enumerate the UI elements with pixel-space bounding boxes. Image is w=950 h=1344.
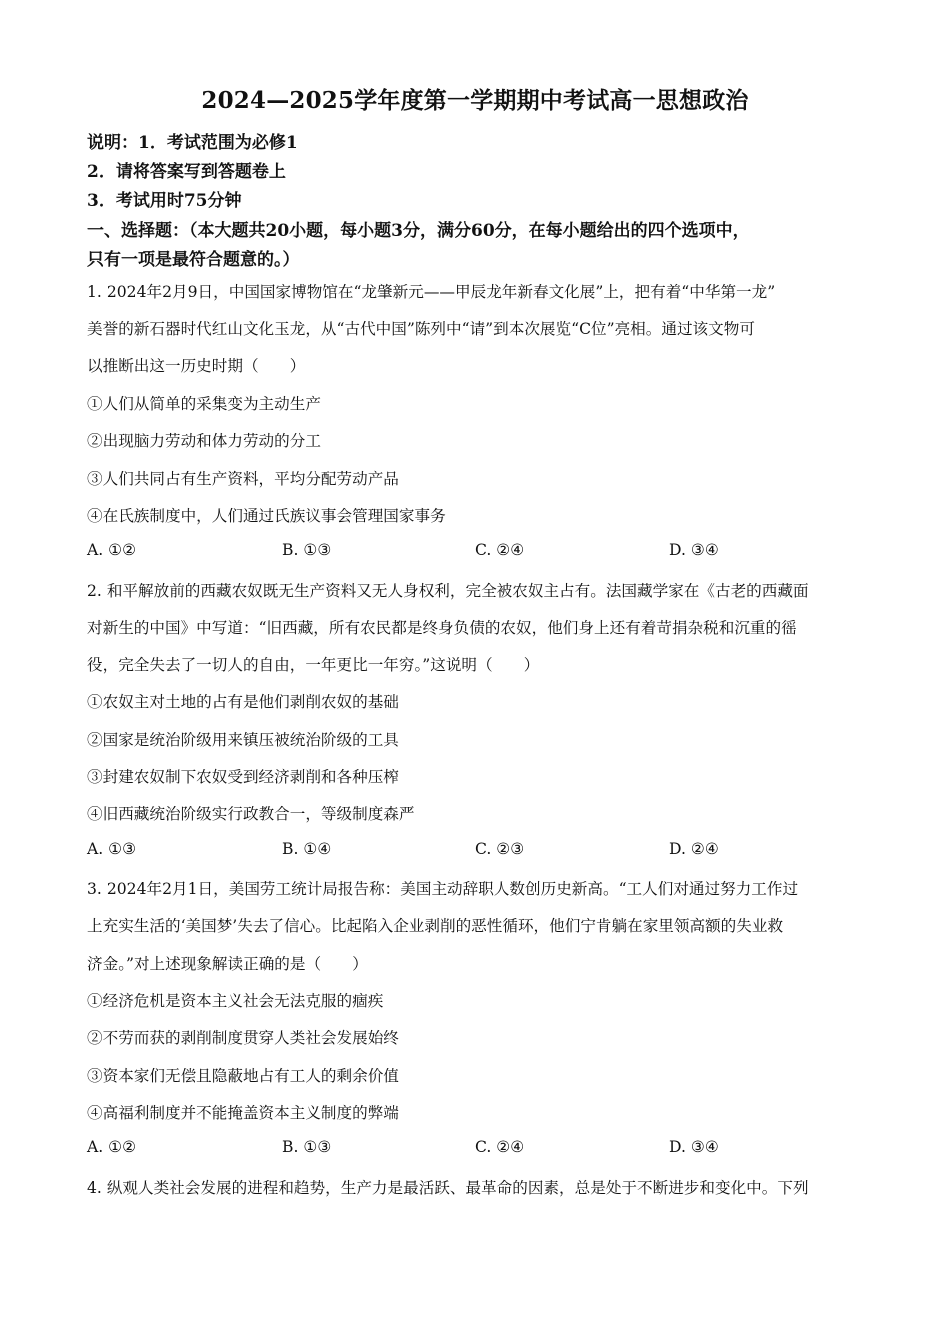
question-2-option-c: C. ②③ [475,840,525,858]
section-heading-line-2: 只有一项是最符合题意的。） [87,250,300,270]
question-1-option-b: B. ①③ [282,541,332,559]
question-3-stem-line-3: 济金。”对上述现象解读正确的是（ ） [87,955,368,973]
question-3-option-d: D. ③④ [669,1138,719,1156]
question-4-stem-line-1: 4. 纵观人类社会发展的进程和趋势，生产力是最活跃、最革命的因素，总是处于不断进步和变化中。下列 [87,1179,809,1197]
question-3-statement-3: ③资本家们无偿且隐蔽地占有工人的剩余价值 [87,1067,399,1085]
question-1-option-c: C. ②④ [475,541,525,559]
question-1-statement-4: ④在氏族制度中，人们通过氏族议事会管理国家事务 [87,507,446,525]
question-1-stem-line-1: 1. 2024年2月9日，中国国家博物馆在“龙肇新元——甲辰龙年新春文化展”上，把有着“中华第一龙” [87,283,776,301]
question-3-statement-4: ④高福利制度并不能掩盖资本主义制度的弊端 [87,1104,399,1122]
question-1-stem-line-3: 以推断出这一历史时期（ ） [87,357,306,375]
question-2-stem-line-3: 役，完全失去了一切人的自由，一年更比一年穷。”这说明（ ） [87,656,540,674]
question-2-stem-line-1: 2. 和平解放前的西藏农奴既无生产资料又无人身权利，完全被农奴主占有。法国藏学家在《古老的西藏面 [87,582,809,600]
question-1-statement-2: ②出现脑力劳动和体力劳动的分工 [87,432,321,450]
question-2-option-d: D. ②④ [669,840,719,858]
question-3-statement-1: ①经济危机是资本主义社会无法克服的痼疾 [87,992,384,1010]
question-2-statement-4: ④旧西藏统治阶级实行政教合一，等级制度森严 [87,805,415,823]
question-1-option-d: D. ③④ [669,541,719,559]
question-3-option-c: C. ②④ [475,1138,525,1156]
note-2: 2．请将答案写到答题卷上 [87,162,286,182]
question-2-statement-2: ②国家是统治阶级用来镇压被统治阶级的工具 [87,731,399,749]
page-title: 2024—2025学年度第一学期期中考试高一思想政治 [201,87,749,114]
question-1-statement-1: ①人们从简单的采集变为主动生产 [87,395,321,413]
question-1-option-a: A. ①② [87,541,137,559]
note-3: 3．考试用时75分钟 [87,191,242,211]
section-heading-line-1: 一、选择题：（本大题共20小题，每小题3分，满分60分，在每小题给出的四个选项中， [87,221,750,241]
question-2-statement-1: ①农奴主对土地的占有是他们剥削农奴的基础 [87,693,399,711]
question-3-option-b: B. ①③ [282,1138,332,1156]
question-2-option-a: A. ①③ [87,840,137,858]
question-3-stem-line-2: 上充实生活的‘美国梦’失去了信心。比起陷入企业剥削的恶性循环，他们宁肯躺在家里领高额的失业救 [87,917,784,935]
question-3-option-a: A. ①② [87,1138,137,1156]
question-1-stem-line-2: 美誉的新石器时代红山文化玉龙，从“古代中国”陈列中“请”到本次展览“C位”亮相。通过该文物可 [87,320,755,338]
question-2-statement-3: ③封建农奴制下农奴受到经济剥削和各种压榨 [87,768,399,786]
question-3-stem-line-1: 3. 2024年2月1日，美国劳工统计局报告称：美国主动辞职人数创历史新高。“工人们对通过努力工作过 [87,880,799,898]
question-3-statement-2: ②不劳而获的剥削制度贯穿人类社会发展始终 [87,1029,399,1047]
question-2-stem-line-2: 对新生的中国》中写道：“旧西藏，所有农民都是终身负债的农奴，他们身上还有着苛捐杂税和沉重的徭 [87,619,797,637]
note-1: 说明：1．考试范围为必修1 [87,133,298,153]
question-2-option-b: B. ①④ [282,840,332,858]
question-1-statement-3: ③人们共同占有生产资料，平均分配劳动产品 [87,470,399,488]
